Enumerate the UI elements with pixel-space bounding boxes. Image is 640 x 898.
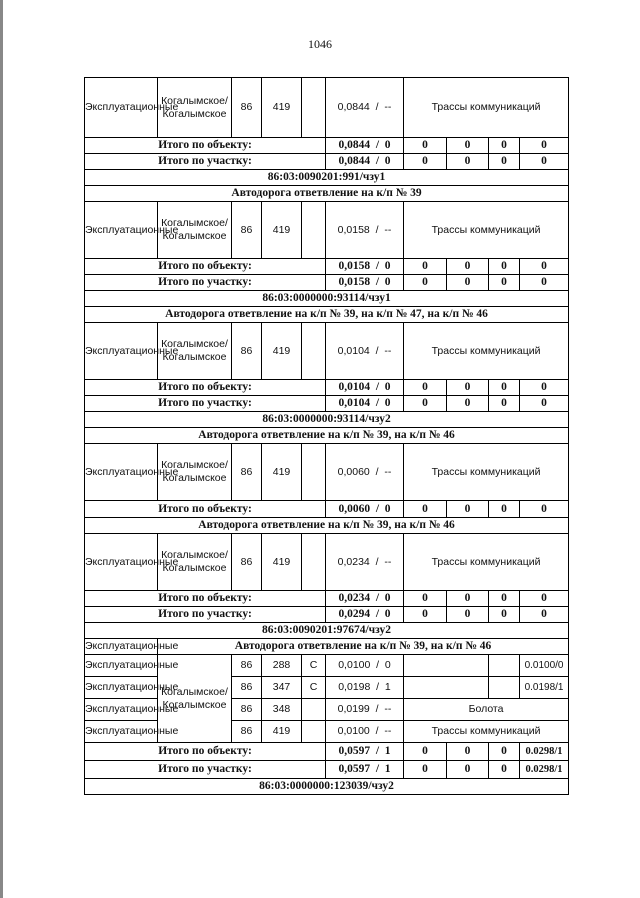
object-total-row: Итого по объекту: 0,0158 / 0 0 0 0 0 [85,259,569,275]
table-row: Эксплуатационные 86 347 С 0,0198 / 1 0.0198/1 [85,677,569,699]
cadastral-number: 86:03:0090201:991/чзу1 [85,170,569,186]
table-row: Эксплуатационные Когалымское/Когалымское 86 288 С 0,0100 / 0 0.0100/0 [85,655,569,677]
table-row: Эксплуатационные Когалымское/Когалымское 86 419 0,0104 / -- Трассы коммуникаций [85,323,569,380]
use-type-cell: Эксплуатационные [85,78,158,138]
purpose-cell: Трассы коммуникаций [404,78,569,138]
table-row [85,78,569,138]
object-total-row: Итого по объекту: 0,0234 / 0 0 0 0 0 [85,591,569,607]
scan-edge [0,0,3,898]
use-type-cell: Эксплуатационные [85,639,158,655]
plot-total-area: 0,0844 / 0 [326,154,404,170]
object-title: Автодорога ответвление на к/п № 39, на к/п № 46 [85,428,569,444]
object-title: Автодорога ответвление на к/п № 39, на к/п № 46 [158,639,569,655]
plot-total-row: Итого по участку: 0,0844 / 0 0 0 0 0 [85,154,569,170]
object-total-row: Итого по объекту: 0,0104 / 0 0 0 0 0 [85,380,569,396]
object-total-label: Итого по объекту: [85,138,326,154]
object-title: Автодорога ответвление на к/п № 39 [85,186,569,202]
object-total-row: Итого по объекту: 0,0060 / 0 0 0 0 0 [85,501,569,518]
municipality-cell: Когалымское/Когалымское [158,655,232,743]
municipality-cell: Когалымское/Когалымское [158,78,232,138]
table-row: Эксплуатационные Когалымское/Когалымское 86 419 0,0158 / -- Трассы коммуникаций [85,202,569,259]
object-total-row: Итого по объекту: 0,0597 / 1 0 0 0 0.0298/1 [85,743,569,761]
plot-total-row: Итого по участку: 0,0597 / 1 0 0 0 0.0298/1 [85,761,569,779]
plot-total-row: Итого по участку: 0,0104 / 0 0 0 0 0 [85,396,569,412]
area-cell: 0,0844 / -- [326,78,404,138]
table-row: Эксплуатационные Когалымское/Когалымское 86 419 0,0234 / -- Трассы коммуникаций [85,534,569,591]
plot-total-label: Итого по участку: [85,154,326,170]
plot-total-row: Итого по участку: 0,0158 / 0 0 0 0 0 [85,275,569,291]
plot-total-row: Итого по участку: 0,0294 / 0 0 0 0 0 [85,607,569,623]
cadastral-number: 86:03:0000000:93114/чзу1 [85,291,569,307]
object-total-row: Итого по объекту: 0,0844 / 0 0 0 0 0 [85,138,569,154]
table-row: Эксплуатационные Когалымское/Когалымское 86 419 0,0060 / -- Трассы коммуникаций [85,444,569,501]
object-title: Автодорога ответвление на к/п № 39, на к/п № 47, на к/п № 46 [85,307,569,323]
cadastral-number: 86:03:0000000:123039/чзу2 [85,779,569,795]
table-row: Эксплуатационные 86 419 0,0100 / -- Трассы коммуникаций [85,721,569,743]
object-total-area: 0,0844 / 0 [326,138,404,154]
land-plots-table [84,77,569,795]
cadastral-number: 86:03:0000000:93114/чзу2 [85,412,569,428]
table-row: Эксплуатационные 86 348 0,0199 / -- Болота [85,699,569,721]
object-title: Автодорога ответвление на к/п № 39, на к/п № 46 [85,518,569,534]
region-cell: 86 [232,78,262,138]
flag-cell [302,78,326,138]
page-number: 1046 [308,37,332,51]
category-code-cell: 419 [262,78,302,138]
cadastral-number: 86:03:0090201:97674/чзу2 [85,623,569,639]
